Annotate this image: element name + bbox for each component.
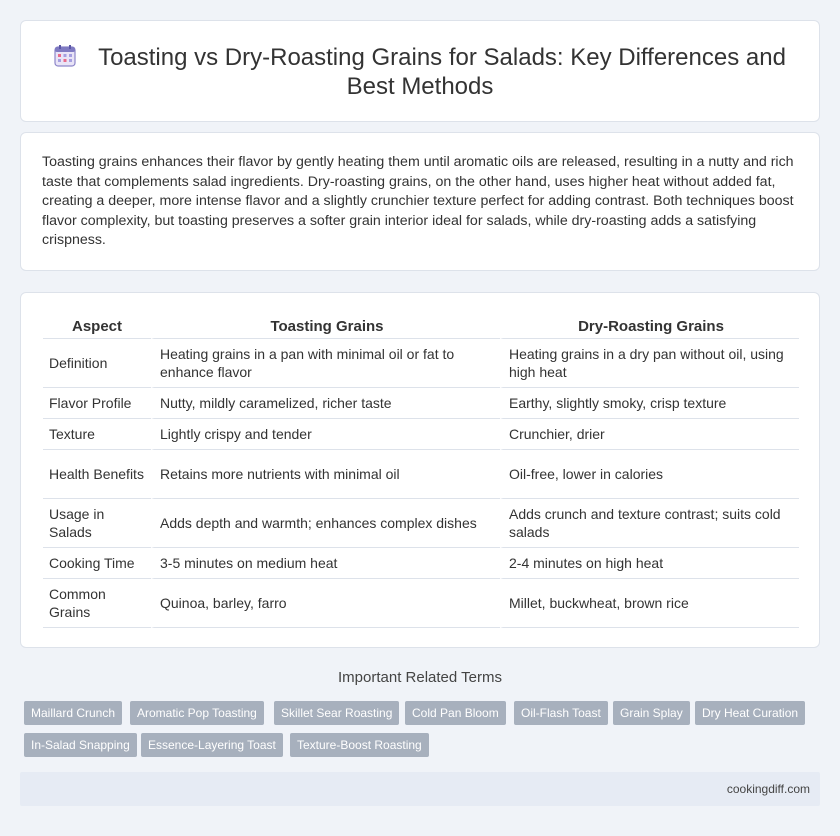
row-aspect: Common Grains [43, 579, 151, 628]
row-dry-roasting: 2-4 minutes on high heat [500, 548, 799, 579]
table-header-row [43, 313, 799, 339]
related-tag[interactable]: Grain Splay [613, 701, 690, 725]
related-tag[interactable]: In-Salad Snapping [24, 733, 137, 757]
related-tag[interactable]: Aromatic Pop Toasting [130, 701, 264, 725]
row-toasting: Retains more nutrients with minimal oil [151, 450, 500, 499]
calendar-grid-icon [54, 45, 76, 67]
related-tag[interactable]: Texture-Boost Roasting [290, 733, 429, 757]
row-dry-roasting: Adds crunch and texture contrast; suits cold salads [500, 499, 799, 548]
header-dry-roasting: Dry-Roasting Grains [500, 313, 799, 339]
page-title-wrap [51, 43, 789, 101]
comparison-table-card [20, 292, 820, 648]
footer-bar [20, 772, 820, 806]
row-aspect: Usage in Salads [43, 499, 151, 548]
related-tag[interactable]: Cold Pan Bloom [405, 701, 506, 725]
row-dry-roasting: Crunchier, drier [500, 419, 799, 450]
footer-site-link[interactable]: cookingdiff.com [726, 782, 810, 796]
title-card [20, 20, 820, 122]
row-aspect: Definition [43, 339, 151, 388]
table-row [43, 579, 799, 628]
row-dry-roasting: Heating grains in a dry pan without oil, using high heat [500, 339, 799, 388]
row-toasting: Heating grains in a pan with minimal oil or fat to enhance flavor [151, 339, 500, 388]
table-row [43, 419, 799, 450]
row-aspect: Flavor Profile [43, 388, 151, 419]
header-aspect: Aspect [43, 313, 151, 339]
table-row [43, 499, 799, 548]
page-title: Toasting vs Dry-Roasting Grains for Salads: Key Differences and Best Methods [98, 44, 786, 100]
row-aspect: Health Benefits [43, 450, 151, 499]
table-row [43, 339, 799, 388]
row-aspect: Texture [43, 419, 151, 450]
row-toasting: Nutty, mildly caramelized, richer taste [151, 388, 500, 419]
row-toasting: Quinoa, barley, farro [151, 579, 500, 628]
header-toasting: Toasting Grains [151, 313, 500, 339]
related-tag[interactable]: Skillet Sear Roasting [274, 701, 399, 725]
intro-card [20, 132, 820, 271]
related-tag[interactable]: Oil-Flash Toast [514, 701, 608, 725]
table-row [43, 548, 799, 579]
table-row [43, 450, 799, 499]
row-toasting: Adds depth and warmth; enhances complex dishes [151, 499, 500, 548]
related-tag[interactable]: Dry Heat Curation [695, 701, 805, 725]
table-row [43, 388, 799, 419]
related-terms-title: Important Related Terms [338, 669, 502, 686]
comparison-table [43, 313, 799, 628]
related-tag[interactable]: Essence-Layering Toast [141, 733, 283, 757]
row-dry-roasting: Oil-free, lower in calories [500, 450, 799, 499]
row-aspect: Cooking Time [43, 548, 151, 579]
row-toasting: Lightly crispy and tender [151, 419, 500, 450]
row-dry-roasting: Earthy, slightly smoky, crisp texture [500, 388, 799, 419]
related-tag[interactable]: Maillard Crunch [24, 701, 122, 725]
intro-paragraph: Toasting grains enhances their flavor by gently heating them until aromatic oils are released, resulting in a nutty and rich taste that complements salad ingredients. Dry-roasting grains, on the other hand, uses higher heat without added fat, creating a deeper, more intense flavor and a slightly crunchier texture perfect for adding contrast. Both techniques boost flavor complexity, but toasting preserves a softer grain interior ideal for salads, while dry-roasting adds a satisfying crispness. [42, 154, 794, 249]
row-toasting: 3-5 minutes on medium heat [151, 548, 500, 579]
row-dry-roasting: Millet, buckwheat, brown rice [500, 579, 799, 628]
